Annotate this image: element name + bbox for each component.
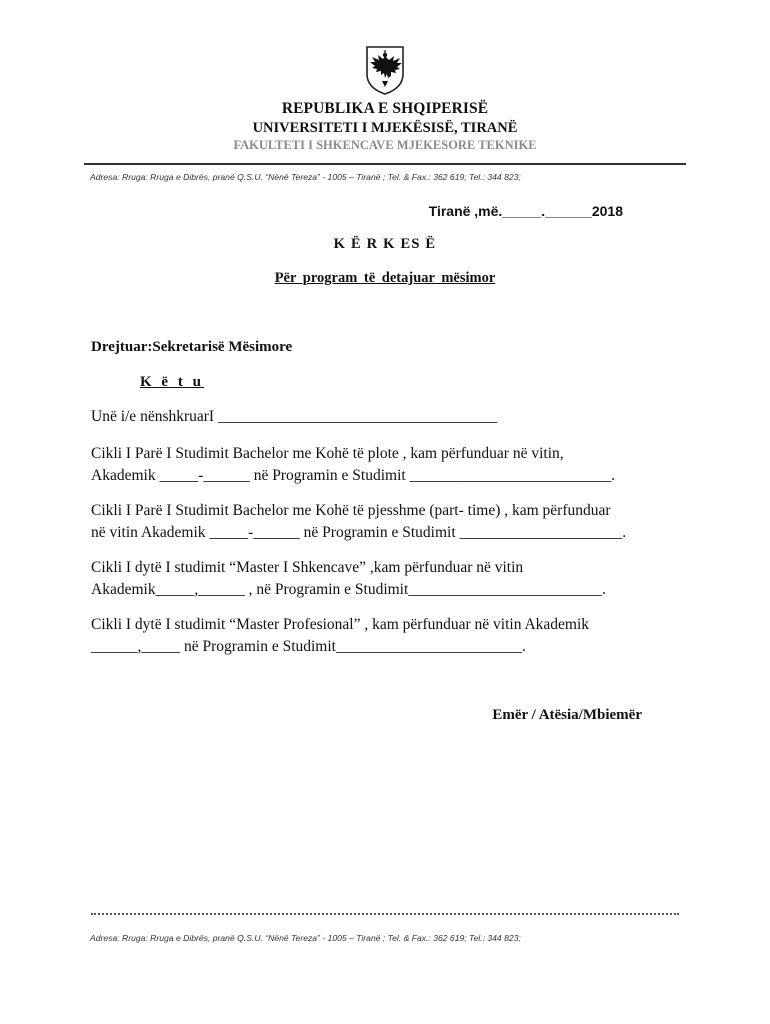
bachelor-fulltime-line-2: Akademik _____-______ në Programin e Studimit __________________________. [91,467,615,484]
university-heading: UNIVERSITETI I MJEKËSISË, TIRANË [252,120,518,136]
master-science-line-1: Cikli I dytë I studimit “Master I Shkencave” ,kam përfunduar në vitin [91,559,524,576]
footer-address: Adresa: Rruga: Rruga e Dibrës, pranë Q.S.U. “Nënë Tereza” - 1005 – Tiranë ; Tel. & Fax.: 362 619; Tel.: 344 823; [90,933,521,943]
addressee-line: Drejtuar:Sekretarisë Mësimore [91,339,293,355]
header-address: Adresa: Rruga: Rruga e Dibrës, pranë Q.S.U. “Nënë Tereza” - 1005 – Tiranë ; Tel. & Fax.: 362 619; Tel.: 344 823; [90,172,521,182]
bachelor-parttime-line-1: Cikli I Parë I Studimit Bachelor me Kohë të pjesshme (part- time) , kam përfunduar [91,502,611,519]
republic-heading: REPUBLIKA E SHQIPERISË [281,100,489,117]
document-title: K Ë R K ES Ë [333,236,437,252]
footer-dotted-divider [91,913,679,915]
bachelor-parttime-line-2: në vitin Akademik _____-______ në Programin e Studimit _____________________. [91,524,627,541]
faculty-heading: FAKULTETI I SHKENCAVE MJEKESORE TEKNIKE [233,138,537,152]
header-divider [84,163,686,165]
master-science-line-2: Akademik_____,______ , në Programin e Studimit_________________________. [91,581,606,598]
date-line: Tiranë ,më._____.______2018 [428,203,623,219]
signature-label: Emër / Atësia/Mbiemër [492,707,642,723]
here-label: K ë t u [140,374,204,390]
bachelor-fulltime-line-1: Cikli I Parë I Studimit Bachelor me Kohë të plote , kam përfunduar në vitin, [91,445,564,462]
svg-text:★: ★ [382,49,388,55]
master-professional-line-1: Cikli I dytë I studimit “Master Profesional” , kam përfunduar në vitin Akademik [91,616,590,633]
albanian-eagle-emblem-icon [364,44,406,96]
document-subtitle: Për program të detajuar mësimor [274,270,496,286]
undersigned-line: Unë i/e nënshkruarI ____________________________________ [91,408,497,425]
master-professional-line-2: ______,_____ në Programin e Studimit________________________. [91,638,526,655]
